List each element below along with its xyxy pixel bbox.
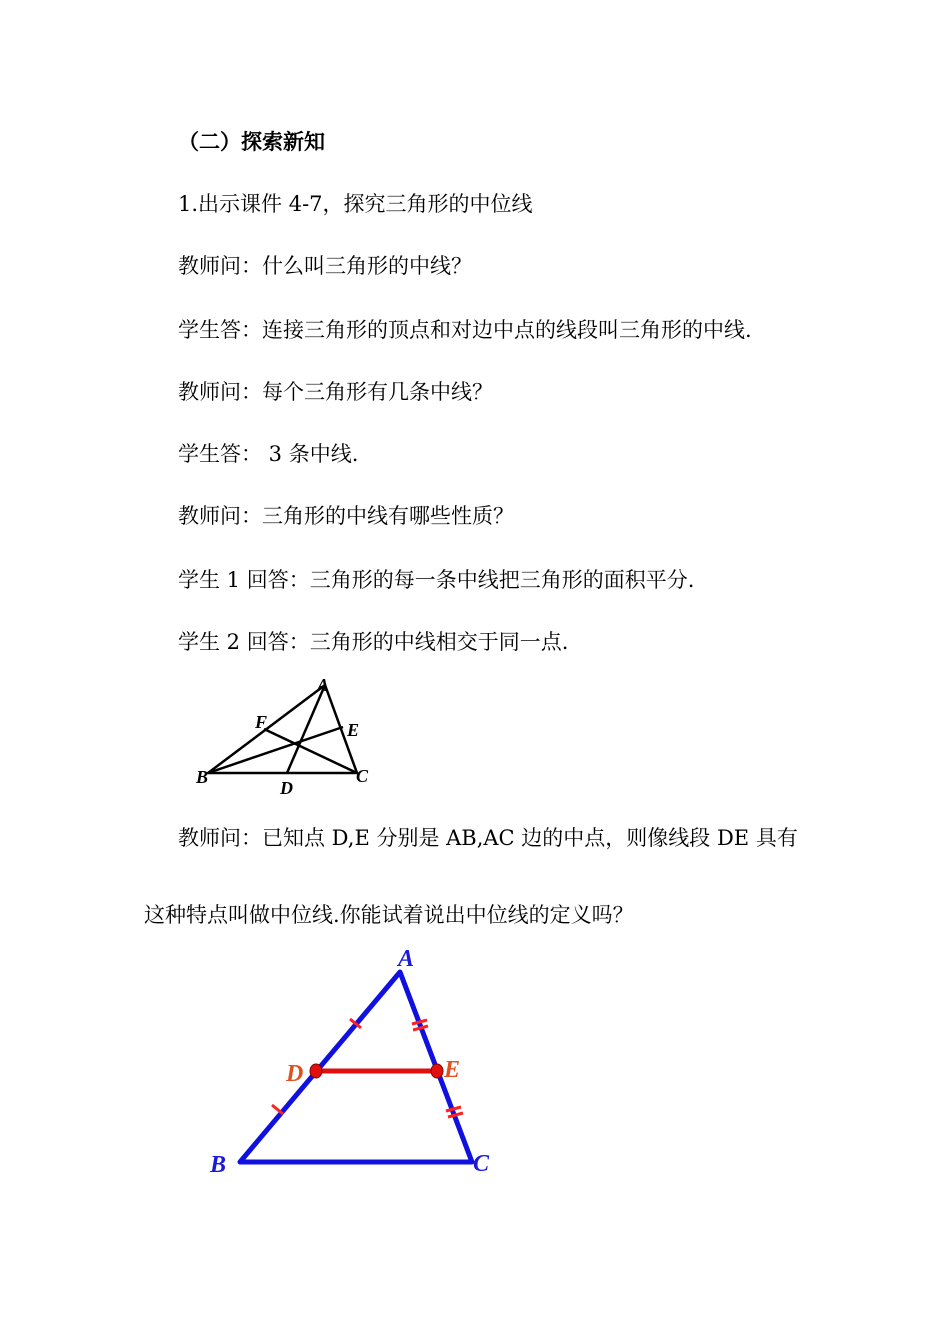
tick-ae-2 <box>413 1026 428 1030</box>
paragraph-3: 学生答：连接三角形的顶点和对边中点的线段叫三角形的中线. <box>178 318 752 342</box>
paragraph-2: 教师问：什么叫三角形的中线？ <box>178 254 472 278</box>
label-a: A <box>398 946 415 972</box>
label-c: C <box>473 1151 490 1177</box>
label-f: F <box>255 712 268 732</box>
label-b: B <box>210 1152 227 1178</box>
paragraph-8: 学生 2 回答：三角形的中线相交于同一点. <box>178 630 569 654</box>
question-line-2: 这种特点叫做中位线.你能试着说出中位线的定义吗？ <box>144 903 634 927</box>
label-d: D <box>286 1061 304 1087</box>
label-e: E <box>347 720 360 740</box>
label-b: B <box>196 767 209 787</box>
label-e: E <box>444 1057 461 1083</box>
label-c: C <box>356 766 369 786</box>
label-d: D <box>280 778 293 798</box>
tick-ec-1 <box>446 1107 461 1111</box>
paragraph-1: 1.出示课件 4-7，探究三角形的中位线 <box>178 192 533 216</box>
paragraph-7: 学生 1 回答：三角形的每一条中线把三角形的面积平分. <box>178 568 695 592</box>
paragraph-6: 教师问：三角形的中线有哪些性质？ <box>178 504 514 528</box>
triangle-midline-figure <box>200 940 510 1180</box>
paragraph-5: 学生答： 3 条中线. <box>178 442 359 466</box>
label-a: A <box>317 675 330 695</box>
section-heading: （二）探索新知 <box>178 130 325 154</box>
point-e <box>431 1064 443 1078</box>
point-d <box>310 1064 322 1078</box>
tick-ae-1 <box>412 1020 427 1024</box>
tick-ec-2 <box>448 1113 463 1117</box>
paragraph-4: 教师问：每个三角形有几条中线？ <box>178 380 493 404</box>
triangle-medians-figure <box>180 670 380 800</box>
question-line-1: 教师问：已知点 D,E 分别是 AB,AC 边的中点，则像线段 DE 具有 <box>178 826 798 850</box>
